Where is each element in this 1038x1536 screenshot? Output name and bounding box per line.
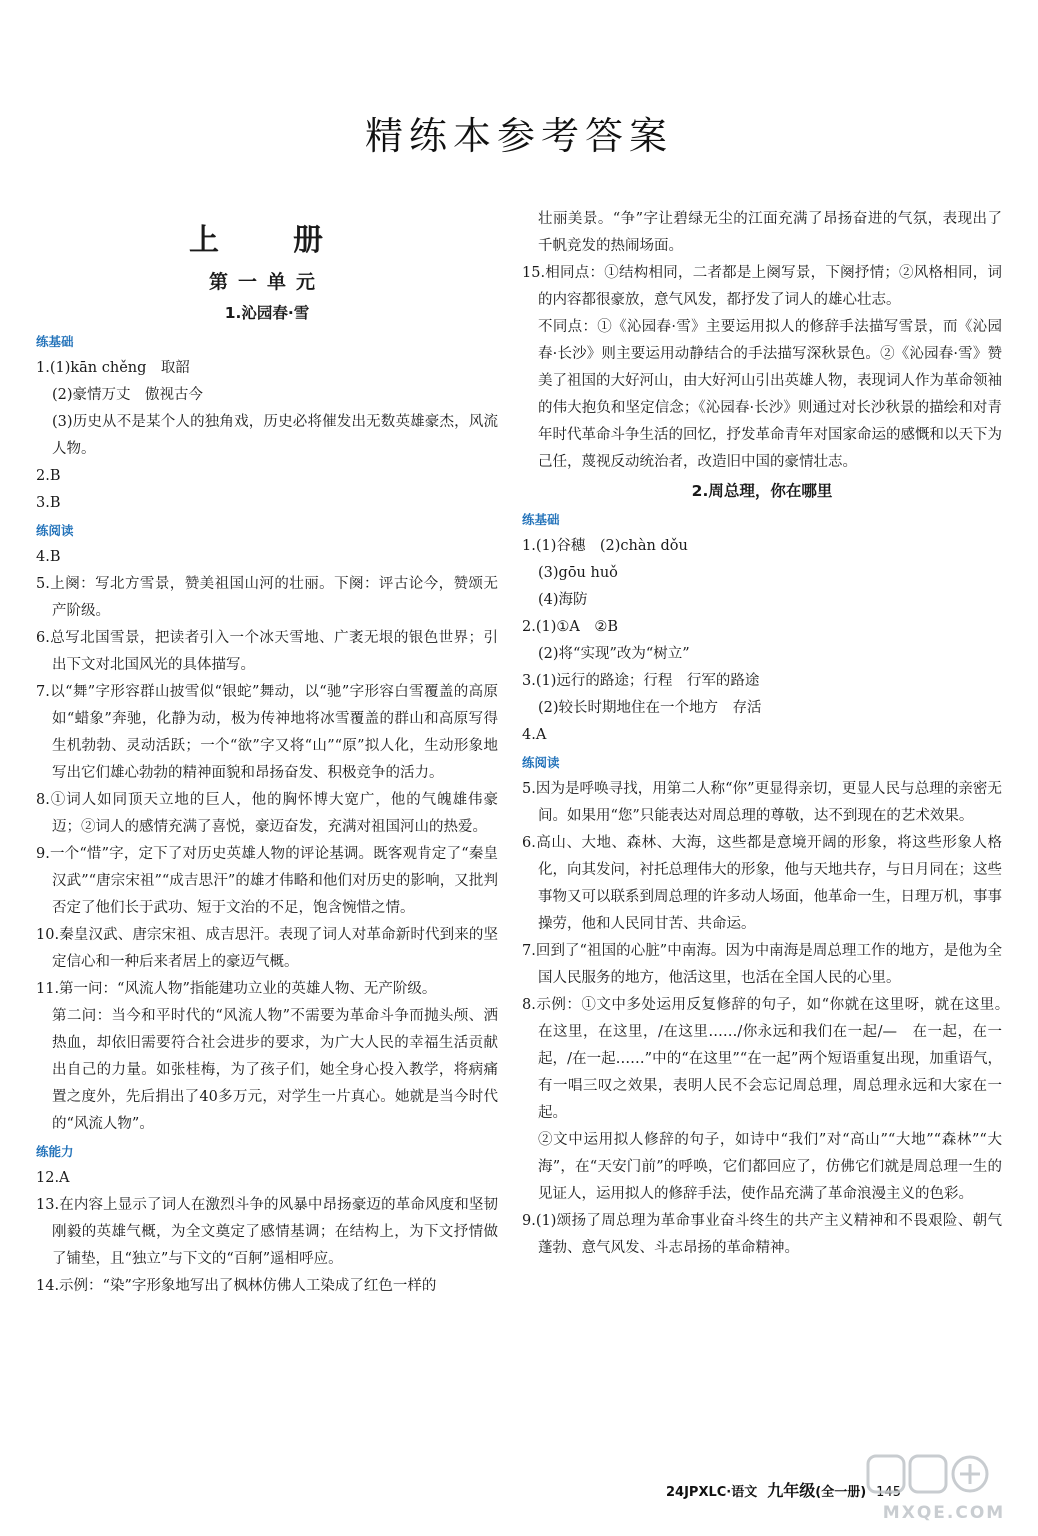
page-title: 精练本参考答案 [364,114,673,158]
answer-entry: 10.秦皇汉武、唐宗宋祖、成吉思汗。表现了词人对革命新时代到来的坚定信心和一种后来者居上的豪迈气概。 [36,927,498,970]
section-label-basics: 练基础 [522,512,560,527]
section-label-ability: 练能力 [36,1144,74,1159]
svg-text:MXQE.COM: MXQE.COM [882,1503,1006,1523]
answer-entry: 4.A [522,727,547,743]
answer-entry: 1.(1)kān chěng 取韶 [36,360,190,376]
answer-entry: 6.高山、大地、森林、大海，这些都是意境开阔的形象，将这些形象人格化，向其发问，衬托总理伟大的形象，他与天地共存，与日月同在；这些事物又可以联系到周总理的许多动人场面，他革命一生，日理万机，事事操劳，他和人民同甘苦、共命运。 [522,835,1002,932]
answer-entry: (3)历史从不是某个人的独角戏，历史必将催发出无数英雄豪杰，风流人物。 [52,414,498,457]
section-label-reading: 练阅读 [36,523,74,538]
answer-entry: 2.(1)①A ②B [522,619,618,635]
right-column [522,206,1017,1262]
answer-entry: 壮丽美景。“争”字让碧绿无尘的江面充满了昂扬奋进的气氛，表现出了千帆竞发的热闹场面。 [538,211,1002,254]
lesson-1-title: 1.沁园春·雪 [224,304,310,322]
answer-entry: (2)豪情万丈 傲视古今 [52,387,204,403]
section-label-reading: 练阅读 [522,755,560,770]
answer-entry: 6.总写北国雪景，把读者引入一个冰天雪地、广袤无垠的银色世界；引出下文对北国风光的具体描写。 [36,630,498,673]
lesson-2-title: 2.周总理，你在哪里 [691,482,833,500]
watermark-logo-graphic [858,1452,1030,1526]
answer-entry: 3.(1)远行的路途；行程 行军的路途 [522,673,760,689]
answer-entry: (4)海防 [538,592,588,608]
edition-label: (全一册) [815,1485,867,1500]
page-number: 145 [876,1485,901,1500]
answer-entry: ②文中运用拟人修辞的句子，如诗中“我们”对“高山”“大地”“森林”“大海”，在“天安门前”的呼唤，它们都回应了，仿佛它们就是周总理一生的见证人，运用拟人的修辞手法，使作品充满了革命浪漫主义的色彩。 [538,1132,1002,1202]
answer-entry: (2)将“实现”改为“树立” [538,646,690,662]
answer-entry: 7.回到了“祖国的心脏”中南海。因为中南海是周总理工作的地方，是他为全国人民服务的地方，他活这里，也活在全国人民的心里。 [522,943,1002,986]
book-code: 24JPXLC·语文 [666,1485,758,1500]
answer-entry: 8.①词人如同顶天立地的巨人，他的胸怀博大宽广，他的气魄雄伟豪迈；②词人的感情充满了喜悦，豪迈奋发，充满对祖国河山的热爱。 [36,792,498,835]
answer-entry: 13.在内容上显示了词人在激烈斗争的风暴中昂扬豪迈的革命风度和坚韧刚毅的英雄气概，为全文奠定了感情基调；在结构上，为下文抒情做了铺垫，且“独立”与下文的“百舸”遥相呼应。 [36,1197,498,1267]
answer-entry: 5.因为是呼唤寻找，用第二人称“你”更显得亲切，更显人民与总理的亲密无间。如果用“您”只能表达对周总理的尊敬，达不到现在的艺术效果。 [522,781,1002,824]
answer-entry: 不同点：①《沁园春·雪》主要运用拟人的修辞手法描写雪景，而《沁园春·长沙》则主要运用动静结合的手法描写深秋景色。②《沁园春·雪》赞美了祖国的大好河山，由大好河山引出英雄人物，表现词人作为革命领袖的伟大抱负和坚定信念；《沁园春·长沙》则通过对长沙秋景的描绘和对青年时代革命斗争生活的回忆，抒发革命青年对国家命运的感慨和以天下为己任，蔑视反动统治者，改造旧中国的豪情壮志。 [538,319,1002,470]
watermark-logo [858,1452,1030,1526]
answer-entry: (2)较长时期地住在一个地方 存活 [538,700,762,716]
answer-entry: 14.示例：“染”字形象地写出了枫林仿佛人工染成了红色一样的 [36,1278,437,1294]
answer-entry: 第二问：当今和平时代的“风流人物”不需要为革命斗争而抛头颅、洒热血，却依旧需要符合社会进步的要求，为广大人民的幸福生活贡献出自己的力量。如张桂梅，为了孩子们，她全身心投入教学，将病痛置之度外，先后捐出了40多万元，对学生一片真心。她就是当今时代的“风流人物”。 [52,1008,498,1132]
answer-entry: 12.A [36,1170,70,1186]
answer-entry: 5.上阕：写北方雪景，赞美祖国山河的壮丽。下阕：评古论今，赞颂无产阶级。 [36,576,498,619]
answer-entry: (3)gōu huǒ [538,565,618,581]
grade-label: 九年级 [767,1481,816,1500]
answer-entry: 4.B [36,549,61,565]
answer-entry: 9.一个“惜”字，定下了对历史英雄人物的评论基调。既客观肯定了“秦皇汉武”“唐宗宋祖”“成吉思汗”的雄才伟略和他们对历史的影响，又批判否定了他们长于武功、短于文治的不足，饱含惋惜之情。 [36,846,498,916]
volume-title: 上 册 [189,223,345,258]
answer-entry: 1.(1)谷穗 (2)chàn dǒu [522,538,688,554]
answer-entry: 7.以“舞”字形容群山披雪似“银蛇”舞动，以“驰”字形容白雪覆盖的高原如“蜡象”奔驰，化静为动，极为传神地将冰雪覆盖的群山和高原写得生机勃勃、灵动活跃；一个“欲”字又将“山”“原”拟人化，生动形象地写出它们雄心勃勃的精神面貌和昂扬奋发、积极竞争的活力。 [36,684,498,781]
answer-entry: 8.示例：①文中多处运用反复修辞的句子，如“你就在这里呀，就在这里。 在这里，在这里，/在这里……/你永远和我们在一起/— 在一起，在一起，/在一起……”中的“在这里”“在一起”两个短语重复出现，加重语气，有一唱三叹之效果，表明人民不会忘记周总理，周总理永远和大家在一起。 [522,997,1017,1121]
answer-entry: 9.(1)颂扬了周总理为革命事业奋斗终生的共产主义精神和不畏艰险、朝气蓬勃、意气风发、斗志昂扬的革命精神。 [522,1213,1002,1256]
section-label-basics: 练基础 [36,334,74,349]
answer-entry: 15.相同点：①结构相同，二者都是上阕写景，下阕抒情；②风格相同，词的内容都很豪放，意气风发，都抒发了词人的雄心壮志。 [522,265,1002,308]
answer-entry: 3.B [36,495,61,511]
answer-entry: 2.B [36,468,61,484]
unit-title: 第一单元 [208,271,325,293]
left-column [36,206,498,1300]
answer-entry: 11.第一问：“风流人物”指能建功立业的英雄人物、无产阶级。 [36,981,437,997]
